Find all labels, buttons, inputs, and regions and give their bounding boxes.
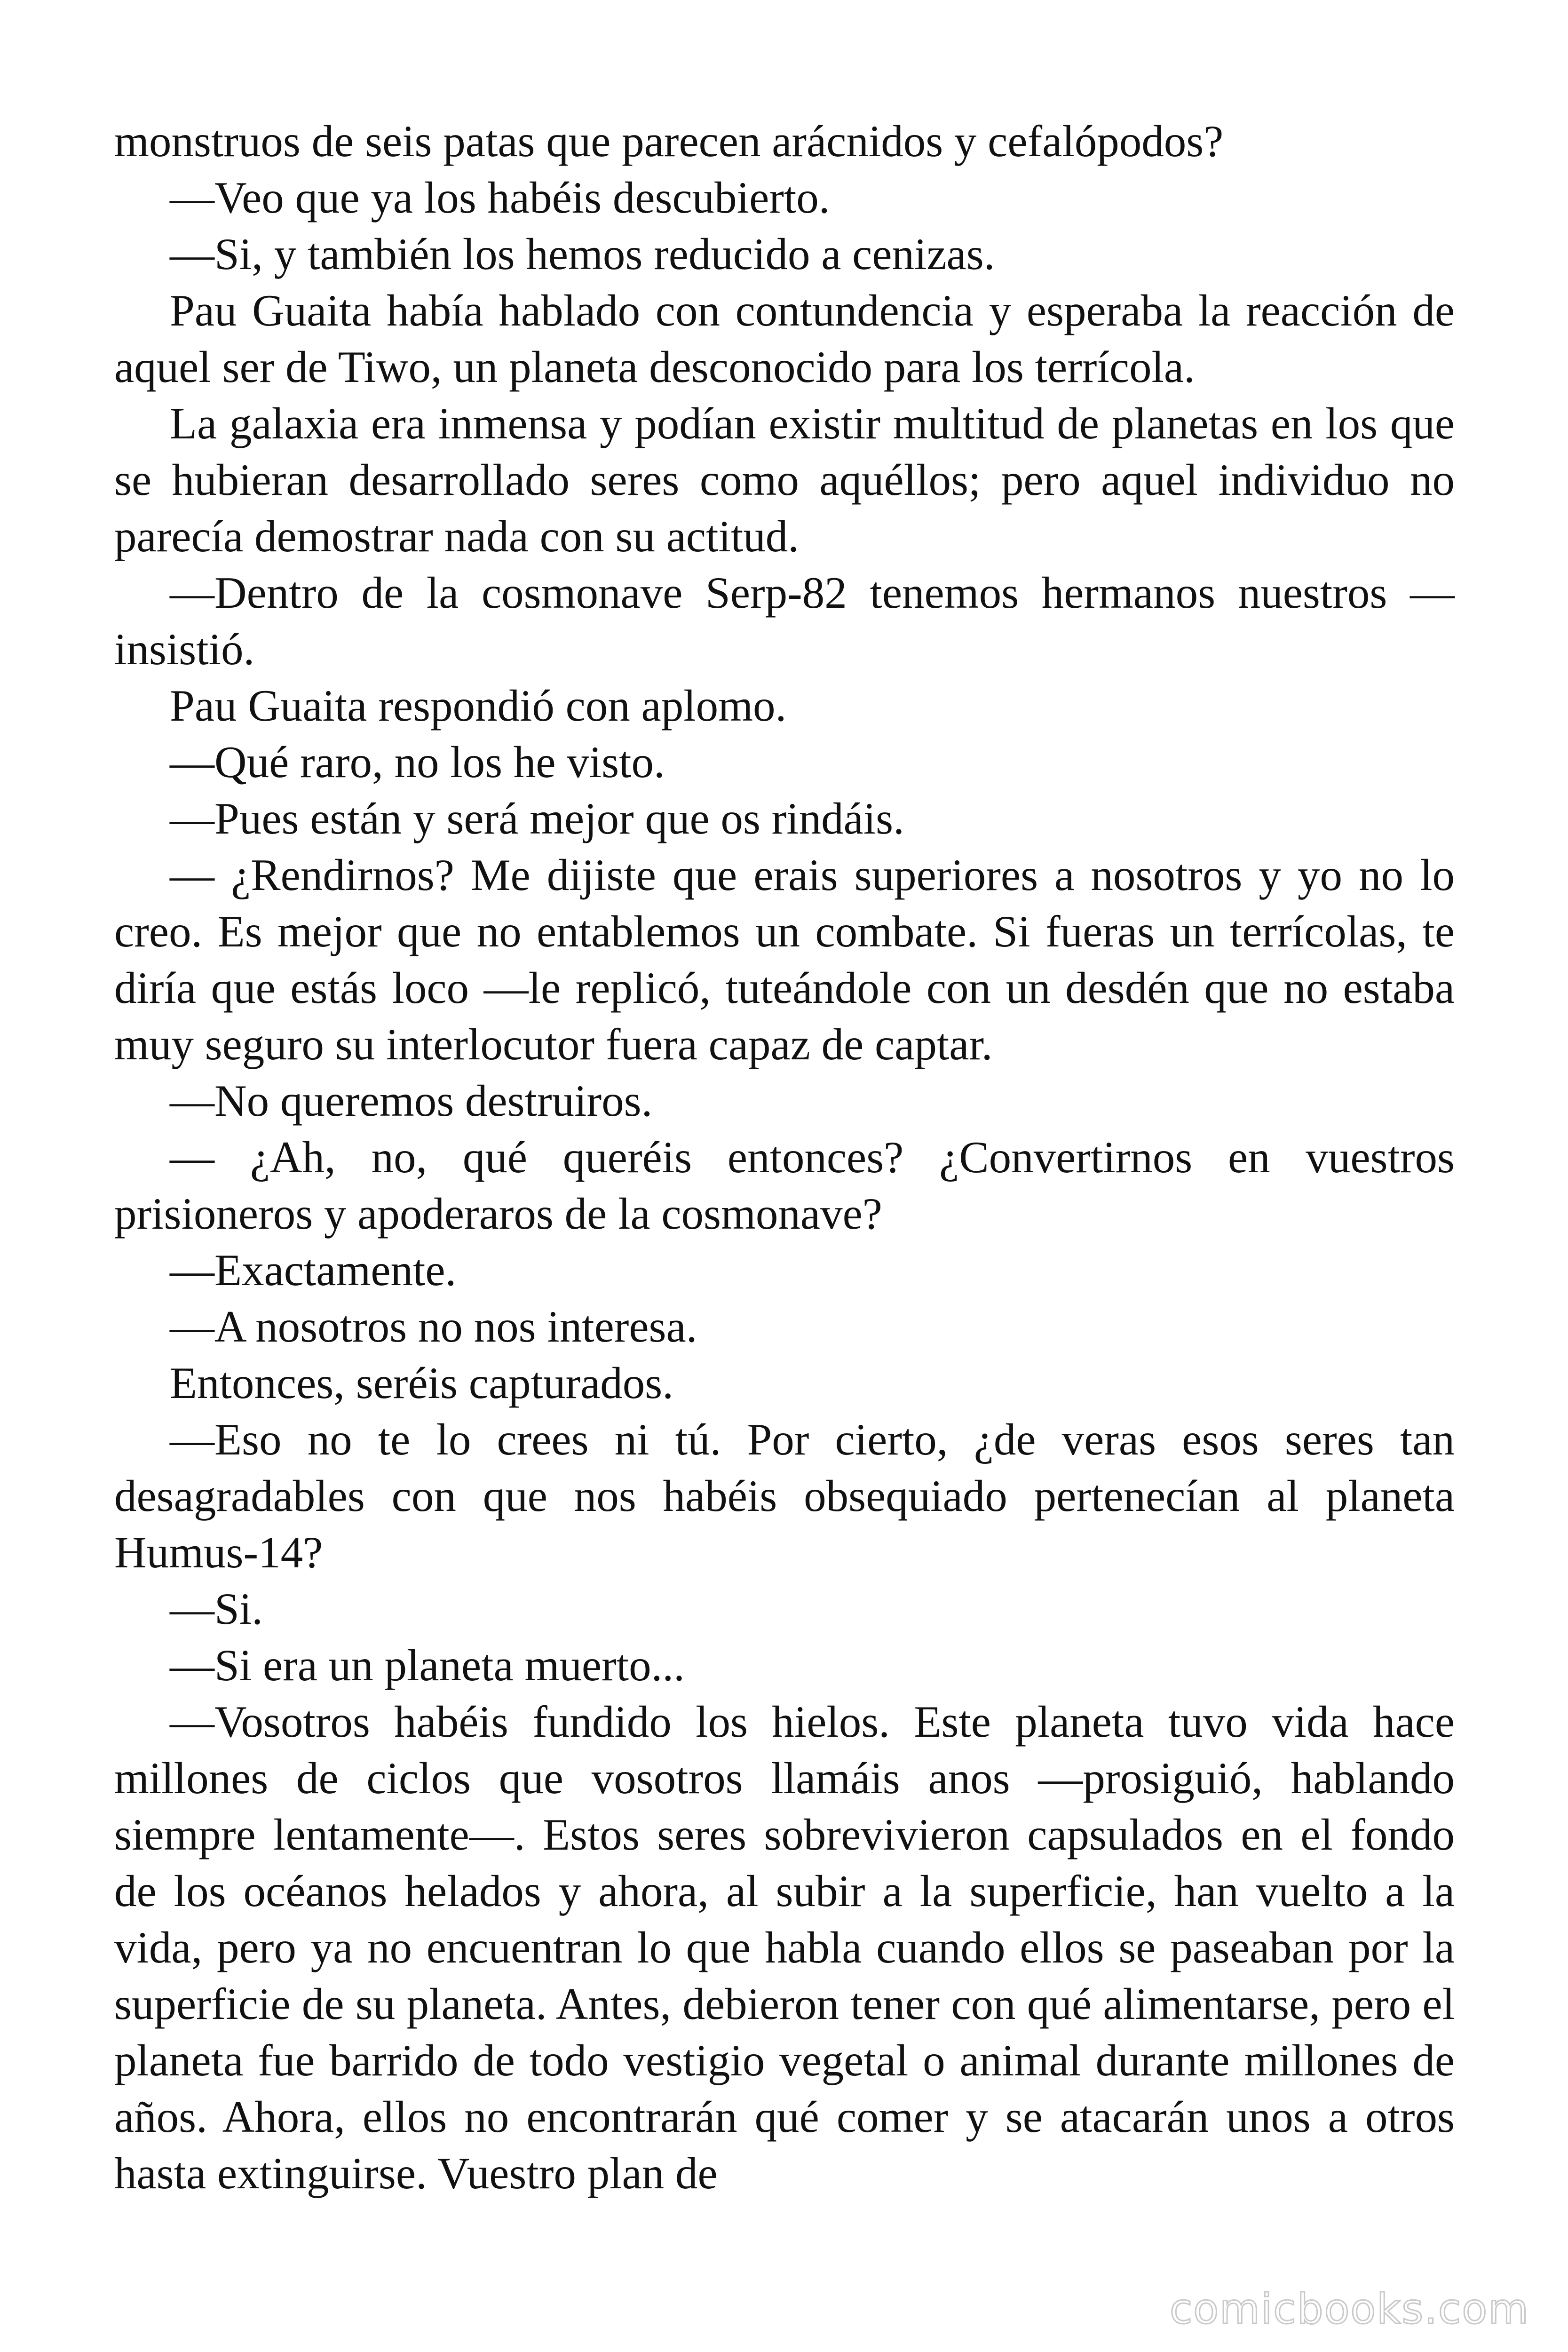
paragraph: Pau Guaita respondió con aplomo. — [170, 681, 787, 731]
paragraph: La galaxia era inmensa y podían existir multitud de planetas en los que se hubieran desarrollado seres como aquéllos; pero aquel individuo no parecía demostrar nada con su actitud. — [114, 398, 1455, 561]
paragraph: —Vosotros habéis fundido los hielos. Este planeta tuvo vida hace millones de ciclos que vosotros llamáis anos —prosiguió, hablando siempre lentamente—. Estos seres sobrevivieron capsulados en el fondo de los océanos helados y ahora, al subir a la superficie, han vuelto a la vida, pero ya no encuentran lo que habla cuando ellos se paseaban por la superficie de su planeta. Antes, debieron tener con qué alimentarse, pero el planeta fue barrido de todo vestigio vegetal o animal durante millones de años. Ahora, ellos no encontrarán qué comer y se atacarán unos a otros hasta extinguirse. Vuestro plan de — [114, 1697, 1455, 2198]
paragraph: —Pues están y será mejor que os rindáis. — [170, 794, 904, 843]
paragraph: —Veo que ya los habéis descubierto. — [170, 173, 830, 222]
paragraph: — ¿Rendirnos? Me dijiste que erais superiores a nosotros y yo no lo creo. Es mejor que no entablemos un combate. Si fueras un terrícolas, te diría que estás loco —le replicó, tuteándole con un desdén que no estaba muy seguro su interlocutor fuera capaz de captar. — [114, 850, 1455, 1069]
text-column — [114, 113, 1455, 2201]
paragraph: Entonces, seréis capturados. — [170, 1358, 674, 1408]
paragraph: —Qué raro, no los he visto. — [170, 737, 665, 787]
paragraph: —Dentro de la cosmonave Serp-82 tenemos hermanos nuestros — insistió. — [114, 568, 1455, 674]
paragraph: —Eso no te lo crees ni tú. Por cierto, ¿de veras esos seres tan desagradables con que nos habéis obsequiado pertenecían al planeta Humus-14? — [114, 1414, 1455, 1577]
paragraph: monstruos de seis patas que parecen arácnidos y cefalópodos? — [114, 116, 1224, 166]
watermark: comicbooks.com — [1169, 2285, 1529, 2333]
paragraph: —A nosotros no nos interesa. — [170, 1302, 697, 1351]
paragraph: — ¿Ah, no, qué queréis entonces? ¿Convertirnos en vuestros prisioneros y apoderaros de la cosmonave? — [114, 1132, 1455, 1239]
paragraph: —Si, y también los hemos reducido a cenizas. — [170, 229, 995, 279]
paragraph: Pau Guaita había hablado con contundencia y esperaba la reacción de aquel ser de Tiwo, un planeta desconocido para los terrícola. — [114, 286, 1455, 392]
paragraph: —Si era un planeta muerto... — [170, 1640, 685, 1690]
paragraph: —No queremos destruiros. — [170, 1076, 653, 1126]
paragraph: —Si. — [170, 1584, 263, 1634]
paragraph: —Exactamente. — [170, 1245, 457, 1295]
